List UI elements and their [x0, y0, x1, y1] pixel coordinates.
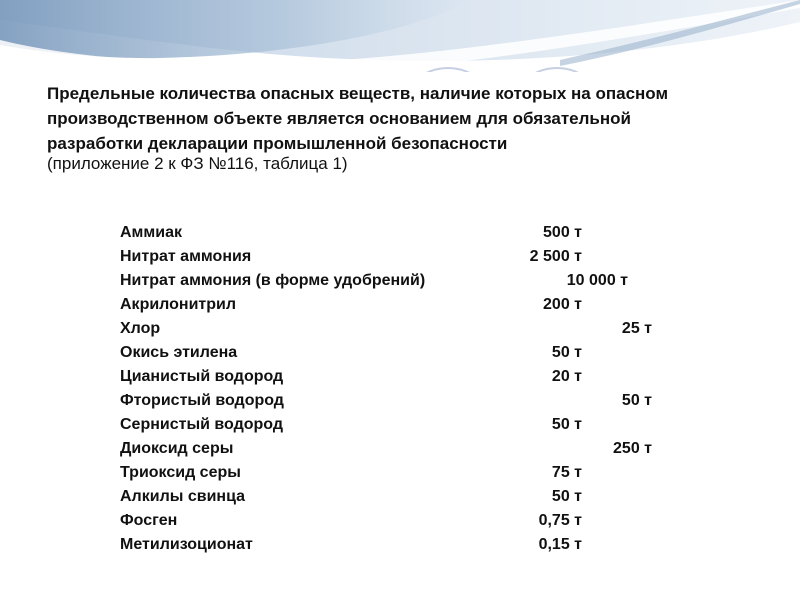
substance-amount: 2 500 т: [529, 248, 582, 265]
substance-name: Алкилы свинца: [120, 488, 245, 505]
header-wave-band: [0, 0, 800, 74]
substance-name: Нитрат аммония: [120, 248, 252, 265]
substance-name: Нитрат аммония (в форме удобрений): [120, 272, 426, 289]
substance-name: Цианистый водород: [120, 368, 284, 385]
substance-amount: 0,15 т: [538, 536, 582, 553]
substance-amount: 50 т: [551, 416, 582, 433]
substance-row: [44, 293, 728, 317]
substance-name: Акрилонитрил: [120, 296, 237, 313]
substance-amount: 25 т: [621, 320, 652, 337]
substance-row: [44, 221, 728, 245]
substance-row: [44, 413, 728, 437]
substance-row: [44, 437, 728, 461]
substance-amount: 500 т: [543, 224, 582, 241]
substance-amount: 20 т: [551, 368, 582, 385]
substance-amount: 75 т: [551, 464, 582, 481]
substance-name: Диоксид серы: [120, 440, 234, 457]
substance-name: Триоксид серы: [120, 464, 241, 481]
substance-amount: 50 т: [551, 488, 582, 505]
substance-name: Окись этилена: [120, 344, 238, 361]
substance-amount: 10 000 т: [566, 272, 628, 289]
substance-amount: 0,75 т: [538, 512, 582, 529]
slide-content: [44, 72, 728, 556]
substance-name: Метилизоционат: [120, 536, 253, 553]
substance-row: [44, 269, 728, 293]
substance-row: [44, 365, 728, 389]
substance-name: Аммиак: [120, 224, 182, 241]
substance-amount: 50 т: [621, 392, 652, 409]
substance-amount: 50 т: [551, 344, 582, 361]
substance-row: [44, 533, 728, 557]
substance-name: Сернистый водород: [120, 416, 284, 433]
substance-row: [44, 245, 728, 269]
substance-name: Фтористый водород: [120, 392, 284, 409]
substance-row: [44, 461, 728, 485]
substance-row: [44, 341, 728, 365]
substance-row: [44, 485, 728, 509]
substance-name: Фосген: [120, 512, 178, 529]
slide-subtitle: (приложение 2 к ФЗ №116, таблица 1): [47, 154, 348, 173]
substance-row: [44, 389, 728, 413]
substance-amount: 250 т: [613, 440, 652, 457]
slide-title: Предельные количества опасных веществ, наличие которых на опасном производственном объекте является основанием для обязательной разработки декларации промышленной безопасности: [47, 84, 669, 153]
substance-row: [44, 317, 728, 341]
substance-name: Хлор: [120, 320, 161, 337]
substance-amount: 200 т: [543, 296, 582, 313]
substance-row: [44, 509, 728, 533]
